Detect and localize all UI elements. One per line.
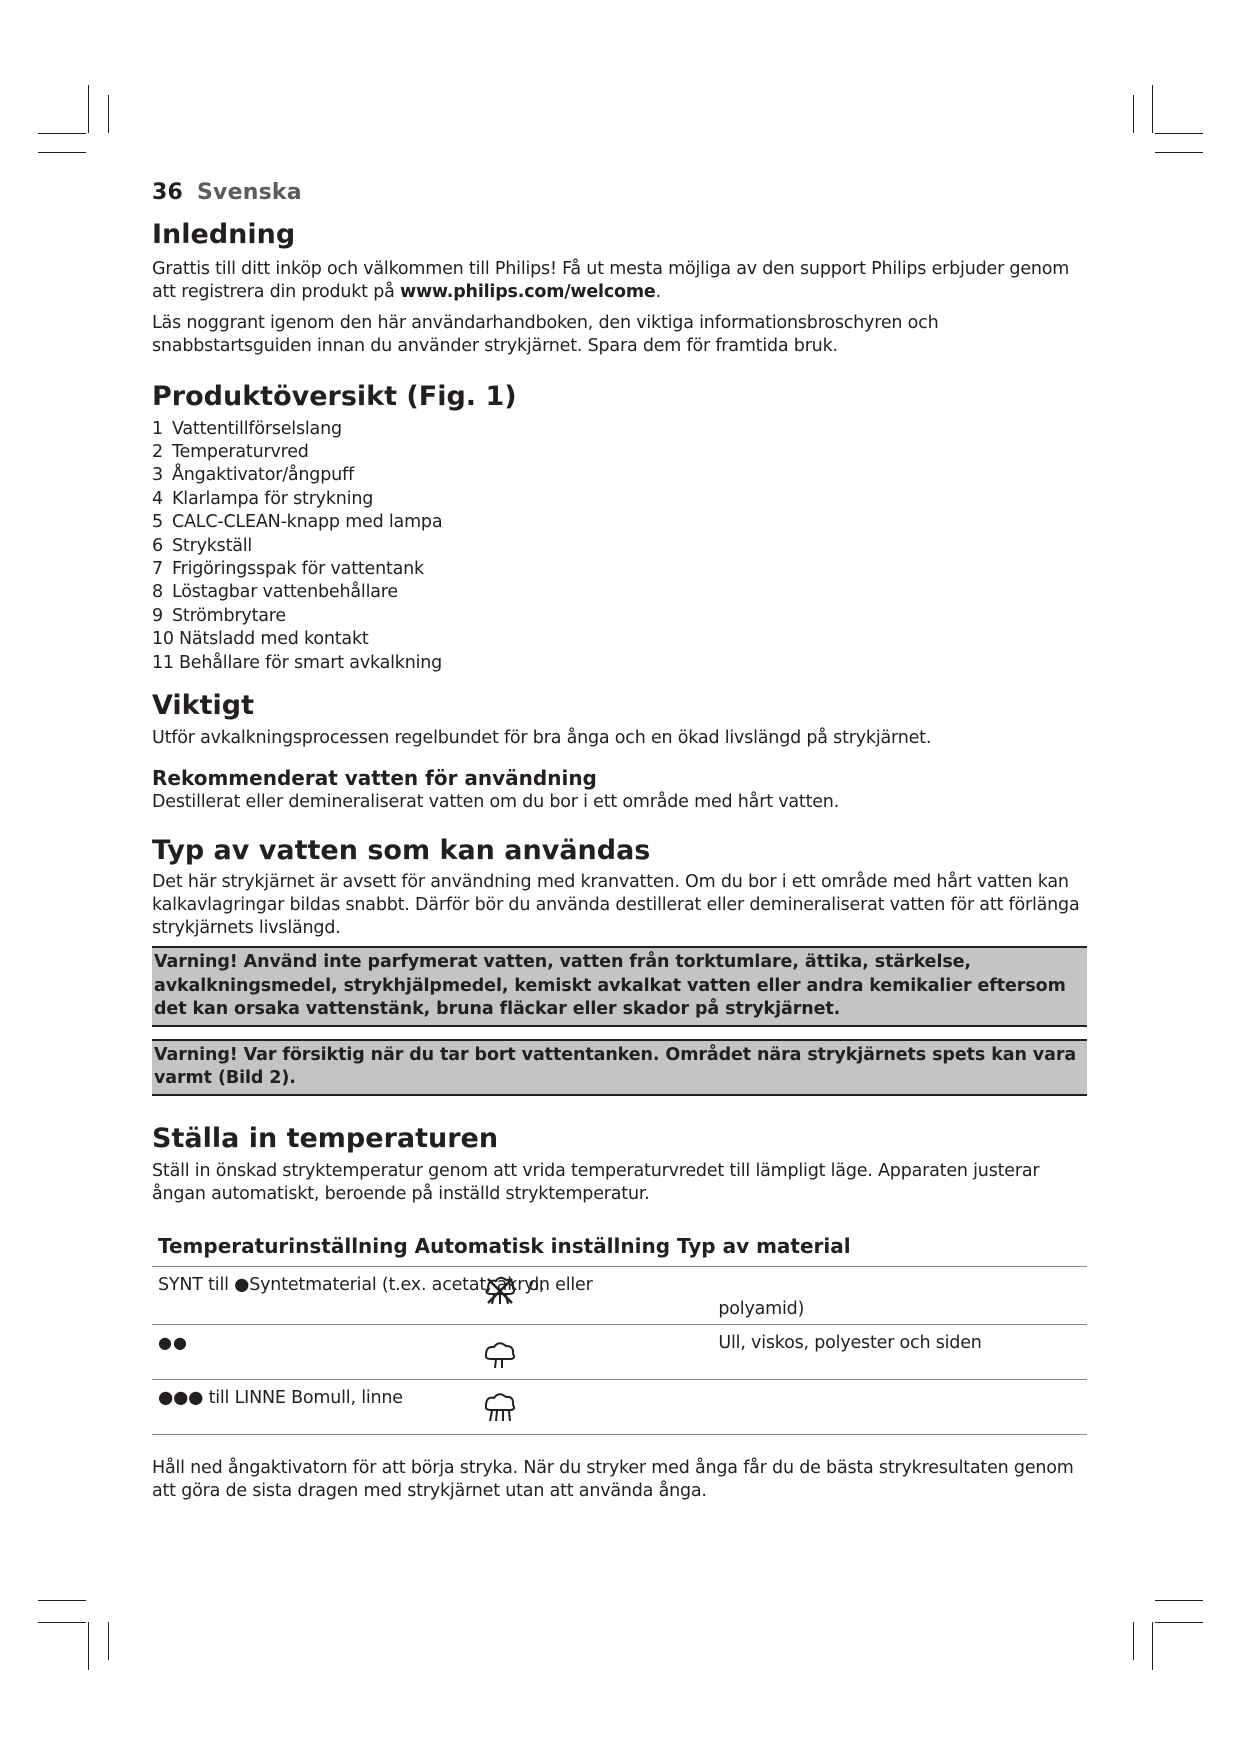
crop-mark [38, 1600, 86, 1601]
crop-mark [1152, 85, 1153, 133]
intro-text-end: . [655, 281, 661, 302]
crop-mark [1133, 1622, 1134, 1660]
intro-title: Inledning [152, 219, 296, 250]
table-row [152, 1324, 1087, 1379]
overview-list-item [152, 652, 1087, 675]
important-title: Viktigt [152, 689, 255, 721]
overview-title: Produktöversikt (Fig. 1) [152, 380, 517, 412]
item-number: 7 [152, 558, 163, 579]
table-row [152, 1379, 1087, 1434]
overview-list-item [152, 535, 1087, 558]
item-number: 4 [152, 488, 163, 509]
item-number: 5 [152, 512, 163, 533]
low-steam-icon [480, 1337, 520, 1371]
crop-mark [1155, 1622, 1203, 1623]
item-label: Strykställ [172, 535, 253, 556]
recommended-water-text: Destillerat eller demineraliserat vatten om du bor i ett område med hårt vatten. [152, 791, 840, 812]
warning-box-2: Varning! Var försiktig när du tar bort vattentanken. Området nära strykjärnets spets kan vara varmt (Bild 2). [152, 1039, 1087, 1096]
material-cell [712, 1379, 1087, 1434]
overview-list-item [152, 418, 1087, 441]
water-type-text: Det här strykjärnet är avsett för användning med kranvatten. Om du bor i ett område med hårt vatten kan kalkavlagringar bildas snabbt. Därför bör du använda destillerat eller demineraliserat vatten för att förlänga strykjärnets livslängd. [152, 872, 1080, 939]
crop-mark [88, 1622, 89, 1670]
item-number: 8 [152, 582, 163, 603]
temperature-title: Ställa in temperaturen [152, 1122, 499, 1154]
item-number: 6 [152, 535, 163, 556]
intro-paragraph-2: Läs noggrant igenom den här användarhandboken, den viktiga informationsbroschyren och snabbstartsguiden innan du använder strykjärnet. Spara dem för framtida bruk. [152, 312, 939, 356]
steam-cell [550, 1379, 712, 1434]
high-steam-icon [480, 1390, 520, 1424]
item-number: 11 [152, 652, 174, 673]
temperature-text: Ställ in önskad stryktemperatur genom att vrida temperaturvredet till lämpligt läge. Apparaten justerar ångan automatiskt, beroende på inställd stryktemperatur. [152, 1160, 1040, 1204]
item-label: Nätsladd med kontakt [179, 629, 369, 650]
item-label: CALC-CLEAN-knapp med lampa [172, 512, 443, 533]
item-label: Strömbrytare [172, 605, 286, 626]
overview-list-item [152, 558, 1087, 581]
crop-mark [1152, 1622, 1153, 1670]
item-number: 2 [152, 441, 163, 462]
warning-box-1: Varning! Använd inte parfymerat vatten, vatten från torktumlare, ättika, stärkelse, avkalkningsmedel, strykhjälpmedel, kemiskt avkalkat vatten eller andra kemikalier eftersom det kan orsaka vattenstänk, bruna fläckar eller skador på strykjärnet. [152, 946, 1087, 1027]
item-label: Ångaktivator/ångpuff [172, 465, 354, 486]
page-language: Svenska [197, 180, 302, 205]
temperature-footer-text: Håll ned ångaktivatorn för att börja stryka. När du stryker med ånga får du de bästa strykresultaten genom att göra de sista dragen med strykjärnet utan att använda ånga. [152, 1457, 1074, 1501]
welcome-link[interactable]: www.philips.com/welcome [400, 281, 656, 302]
item-label: Frigöringsspak för vattentank [172, 558, 424, 579]
setting-text-tail: on eller [528, 1274, 593, 1295]
intro-text: Grattis till ditt inköp och välkommen till Philips! Få ut mesta möjliga av den support Philips erbjuder genom att registrera din produkt på [152, 258, 1070, 302]
item-label: Vattentillförselslang [172, 418, 342, 439]
setting-text: SYNT till ●Syntetmaterial (t.ex. acetat, akryl, [158, 1274, 545, 1295]
overview-list [152, 418, 1087, 675]
page-number: 36 [152, 180, 184, 205]
crop-mark [38, 133, 86, 134]
overview-list-item [152, 488, 1087, 511]
crop-mark [1133, 95, 1134, 133]
overview-list-item [152, 605, 1087, 628]
overview-list-item [152, 581, 1087, 604]
item-label: Klarlampa för strykning [172, 488, 374, 509]
item-number: 9 [152, 605, 163, 626]
item-number: 3 [152, 465, 163, 486]
material-cell: polyamid) [712, 1266, 1087, 1324]
crop-mark [108, 1622, 109, 1660]
steam-cell [550, 1324, 712, 1379]
intro-paragraph-1 [152, 258, 1087, 304]
page-header [152, 180, 302, 205]
crop-mark [1155, 152, 1203, 153]
setting-cell: ●● [152, 1324, 550, 1379]
setting-cell: ●●● till LINNE Bomull, linne [152, 1379, 550, 1434]
steam-cell [528, 1266, 712, 1324]
important-text: Utför avkalkningsprocessen regelbundet för bra ånga och en ökad livslängd på strykjärnet. [152, 727, 932, 748]
crop-mark [88, 85, 89, 133]
overview-list-item [152, 441, 1087, 464]
item-label: Temperaturvred [172, 441, 309, 462]
water-type-title: Typ av vatten som kan användas [152, 834, 651, 866]
material-cell: Ull, viskos, polyester och siden [712, 1324, 1087, 1379]
crop-mark [38, 1622, 86, 1623]
overview-list-item [152, 628, 1087, 651]
crop-mark [1155, 133, 1203, 134]
item-number: 10 [152, 629, 174, 650]
overview-list-item [152, 464, 1087, 487]
crop-mark [38, 152, 86, 153]
recommended-water-title: Rekommenderat vatten för användning [152, 765, 597, 790]
no-steam-icon [480, 1273, 520, 1307]
overview-list-item [152, 511, 1087, 534]
crop-mark [108, 95, 109, 133]
item-label: Behållare för smart avkalkning [179, 652, 443, 673]
item-label: Löstagbar vattenbehållare [172, 582, 398, 603]
crop-mark [1155, 1600, 1203, 1601]
item-number: 1 [152, 418, 163, 439]
page-content [152, 218, 1087, 1503]
temperature-table [152, 1234, 1087, 1435]
table-row [152, 1266, 1087, 1324]
table-header: Temperaturinställning Automatisk inställning Typ av material [152, 1234, 1087, 1267]
